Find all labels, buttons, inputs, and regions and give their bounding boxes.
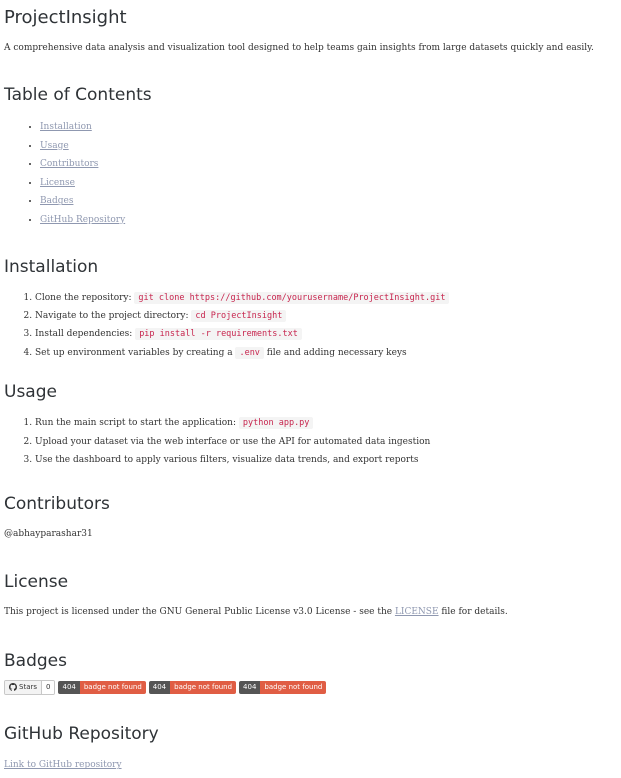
toc-link-badges[interactable]: Badges: [40, 196, 74, 207]
github-repository-heading: GitHub Repository: [4, 724, 159, 745]
code-snippet: .env: [235, 347, 263, 359]
badge-message: badge not found: [80, 681, 146, 694]
github-stars-label: [5, 681, 42, 694]
license-text-before: This project is licensed under the GNU General Public License v3.0 License - see the: [4, 607, 395, 618]
code-snippet: cd ProjectInsight: [191, 310, 286, 322]
toc-heading: Table of Contents: [4, 85, 152, 105]
code-snippet: python app.py: [239, 417, 314, 429]
toc-link-installation[interactable]: Installation: [40, 122, 92, 132]
badge-code: 404: [149, 681, 170, 694]
code-snippet: pip install -r requirements.txt: [135, 328, 302, 340]
step-text: Set up environment variables by creating a: [35, 347, 236, 358]
badge-message: badge not found: [260, 681, 326, 694]
usage-steps: [4, 414, 617, 469]
step-text: Install dependencies:: [35, 329, 136, 340]
toc-item: [40, 192, 617, 211]
license-text: [4, 606, 617, 619]
usage-step: [35, 414, 617, 432]
toc-link-license[interactable]: License: [40, 177, 75, 188]
installation-heading: Installation: [4, 256, 99, 277]
contributors-heading: Contributors: [4, 494, 110, 515]
badge-not-found[interactable]: [58, 681, 145, 694]
license-heading: License: [4, 572, 69, 593]
badges-row: [4, 680, 617, 694]
installation-steps: [4, 289, 617, 363]
license-link[interactable]: LICENSE: [394, 607, 439, 618]
step-text: Upload your dataset via the web interface or use the API for automated data ingestion: [35, 436, 431, 447]
toc-item: [40, 174, 617, 193]
badge-code: 404: [239, 681, 260, 694]
badge-message: badge not found: [170, 681, 236, 694]
toc-list: [4, 118, 617, 230]
step-text: Use the dashboard to apply various filters, visualize data trends, and export reports: [35, 455, 419, 465]
toc-item: [40, 137, 617, 156]
badge-not-found[interactable]: [149, 681, 236, 694]
step-text: Clone the repository:: [35, 292, 135, 303]
installation-step: [35, 344, 617, 362]
usage-heading: Usage: [4, 382, 57, 403]
repo-paragraph: [4, 759, 617, 772]
usage-step: [35, 451, 617, 469]
project-description: A comprehensive data analysis and visualization tool designed to help teams gain insights from large datasets quickly and easily.: [4, 43, 594, 53]
toc-item: [40, 211, 617, 230]
installation-step: [35, 325, 617, 343]
badge-not-found[interactable]: [239, 681, 326, 694]
toc-link-contributors[interactable]: Contributors: [40, 159, 99, 170]
toc-link-usage[interactable]: Usage: [40, 140, 69, 151]
badge-code: 404: [58, 681, 79, 694]
page-title: ProjectInsight: [4, 7, 127, 28]
installation-step: [35, 307, 617, 325]
step-text: Navigate to the project directory:: [35, 310, 192, 321]
github-stars-badge[interactable]: [4, 680, 55, 695]
installation-step: [35, 289, 617, 307]
github-stars-text: Stars: [19, 683, 38, 692]
github-repository-link[interactable]: Link to GitHub repository: [4, 760, 122, 771]
step-text-after: file and adding necessary keys: [263, 347, 407, 358]
github-stars-count: 0: [42, 681, 54, 694]
license-text-after: file for details.: [438, 607, 508, 618]
toc-item: [40, 118, 617, 137]
github-icon: [9, 683, 17, 691]
toc-item: [40, 155, 617, 174]
usage-step: [35, 433, 617, 451]
step-text: Run the main script to start the application:: [35, 418, 239, 429]
badges-heading: Badges: [4, 651, 67, 672]
code-snippet: git clone https://github.com/yourusername/ProjectInsight.git: [134, 292, 449, 304]
contributor-handle: @abhayparashar31: [4, 529, 93, 540]
toc-link-github-repository[interactable]: GitHub Repository: [40, 214, 126, 225]
